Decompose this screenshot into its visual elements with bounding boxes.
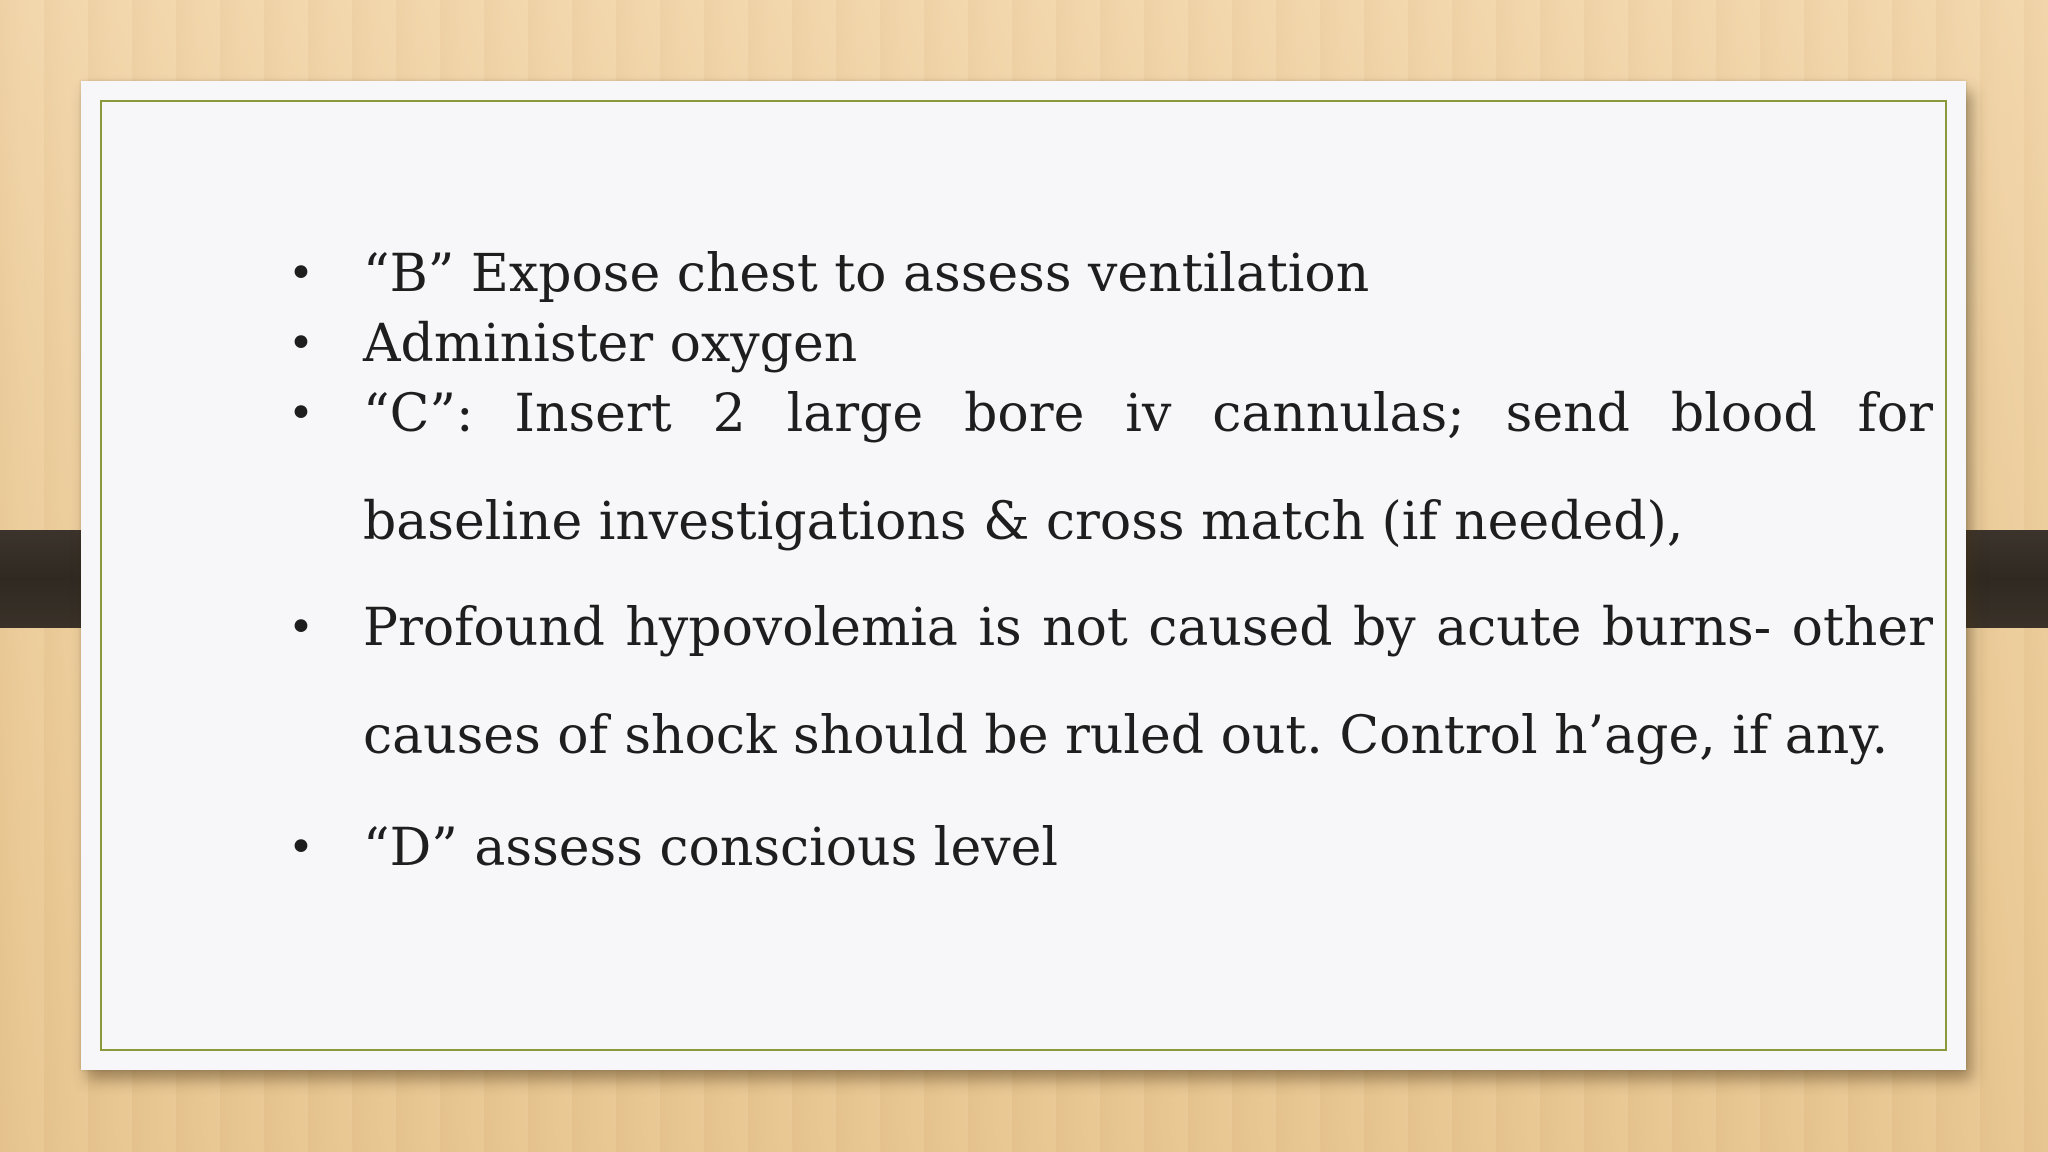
list-item-text: “C”: Insert 2 large bore iv cannulas; send blood for baseline investigations & cross match (if needed), (363, 384, 1933, 552)
bullet-marker: • (288, 388, 314, 439)
bullet-marker: • (288, 318, 314, 369)
list-item-text: Administer oxygen (363, 314, 858, 374)
slide-card (81, 81, 1966, 1070)
list-item-text: “B” Expose chest to assess ventilation (363, 244, 1370, 304)
bullet-marker: • (288, 602, 314, 653)
bullet-marker: • (288, 248, 314, 299)
list-item-text: Profound hypovolemia is not caused by acute burns- other causes of shock should be ruled out. Control h’age, if any. (363, 598, 1933, 766)
bullet-marker: • (288, 822, 314, 873)
bullet-list (81, 81, 1966, 1070)
list-item-text: “D” assess conscious level (363, 818, 1058, 878)
